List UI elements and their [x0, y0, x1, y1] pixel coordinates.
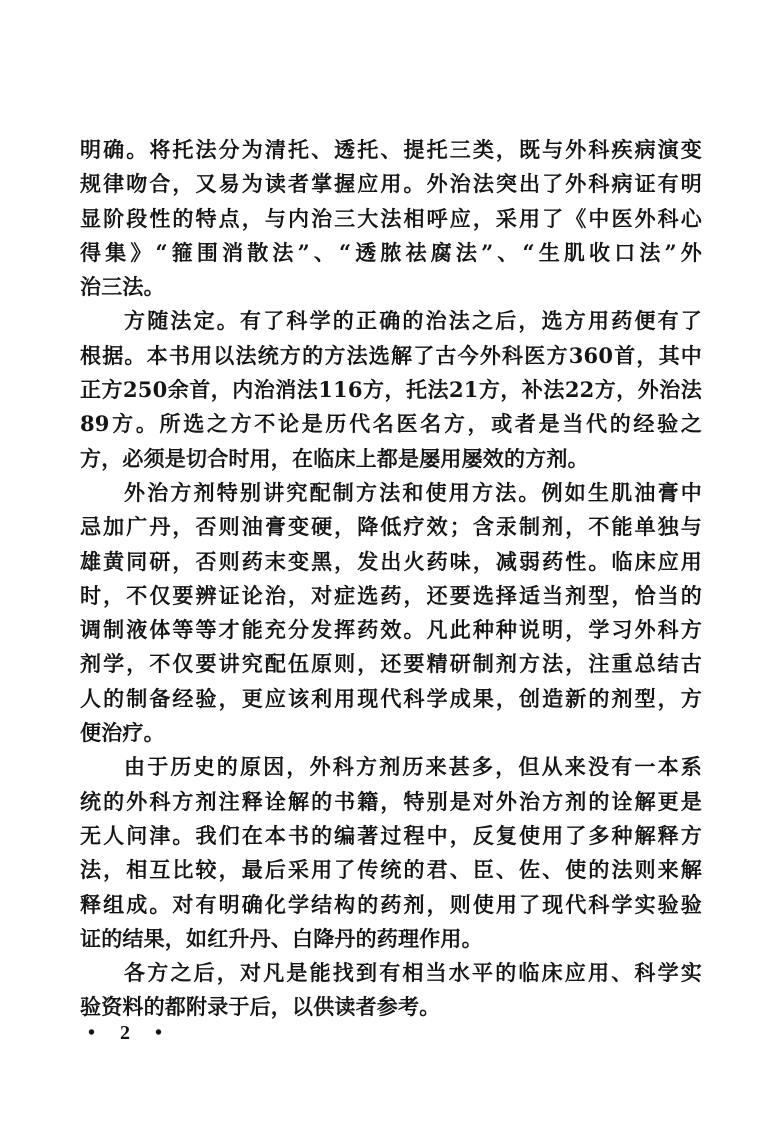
text-line: 显阶段性的特点，与内治三大法相呼应，采用了《中医外科心: [80, 205, 702, 231]
paragraph: [80, 476, 702, 750]
text-line: 统的外科方剂注释诠解的书籍，特别是对外治方剂的诠解更是: [80, 788, 702, 814]
text-line: 法，相互比较，最后采用了传统的君、臣、佐、使的法则来解: [80, 857, 702, 883]
text-line: 治三法。: [80, 274, 165, 300]
text-line: 正方250余首，内治消法116方，托法21方，补法22方，外治法: [80, 377, 702, 403]
paragraph: [80, 956, 702, 1025]
text-line: 便治疗。: [80, 720, 165, 746]
paragraph: [80, 133, 702, 304]
text-line: 得集》“箍围消散法”、“透脓祛腐法”、“生肌收口法”外: [80, 239, 702, 265]
document-body: [80, 133, 702, 1025]
text-line: 忌加广丹，否则油膏变硬，降低疗效；含汞制剂，不能单独与: [80, 514, 702, 540]
text-line: 证的结果，如红升丹、白降丹的药理作用。: [80, 925, 483, 951]
text-line: 规律吻合，又易为读者掌握应用。外治法突出了外科病证有明: [80, 171, 702, 197]
text-line: 外治方剂特别讲究配制方法和使用方法。例如生肌油膏中: [124, 479, 702, 505]
text-line: 各方之后，对凡是能找到有相当水平的临床应用、科学实: [124, 960, 702, 986]
page-number: • 2 •: [88, 1022, 173, 1044]
text-line: 方随法定。有了科学的正确的治法之后，选方用药便有了: [124, 308, 702, 334]
text-line: 时，不仅要辨证论治，对症选药，还要选择适当剂型，恰当的: [80, 582, 702, 608]
text-line: 无人问津。我们在本书的编著过程中，反复使用了多种解释方: [80, 822, 702, 848]
text-line: 人的制备经验，更应该利用现代科学成果，创造新的剂型，方: [80, 685, 702, 711]
text-line: 雄黄同研，否则药末变黑，发出火药味，减弱药性。临床应用: [80, 548, 702, 574]
text-line: 调制液体等等才能充分发挥药效。凡此种种说明，学习外科方: [80, 617, 702, 643]
text-line: 剂学，不仅要讲究配伍原则，还要精研制剂方法，注重总结古: [80, 651, 702, 677]
paragraph: [80, 750, 702, 956]
text-line: 89方。所选之方不论是历代名医名方，或者是当代的经验之: [80, 411, 702, 437]
text-line: 方，必须是切合时用，在临床上都是屡用屡效的方剂。: [80, 445, 589, 471]
text-line: 验资料的都附录于后，以供读者参考。: [80, 994, 441, 1020]
text-line: 由于历史的原因，外科方剂历来甚多，但从来没有一本系: [124, 754, 702, 780]
text-line: 根据。本书用以法统方的方法选解了古今外科医方360首，其中: [80, 342, 702, 368]
text-line: 释组成。对有明确化学结构的药剂，则使用了现代科学实验验: [80, 891, 702, 917]
paragraph: [80, 304, 702, 475]
text-line: 明确。将托法分为清托、透托、提托三类，既与外科疾病演变: [80, 137, 702, 162]
